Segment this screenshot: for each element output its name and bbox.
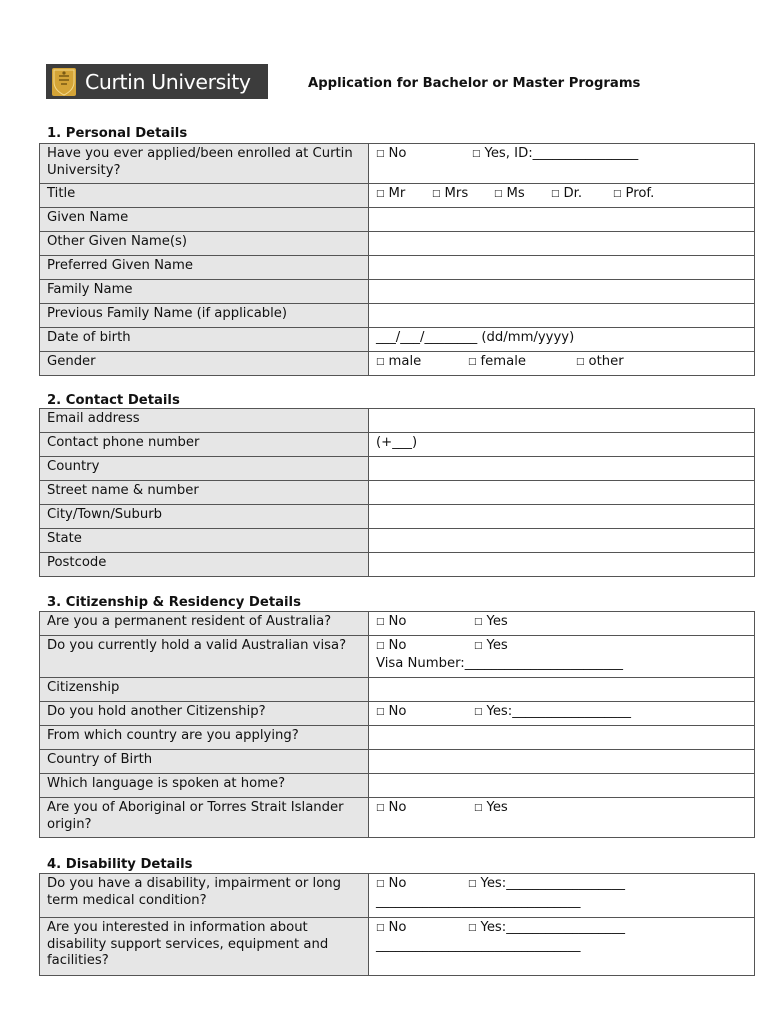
another-no-checkbox[interactable]: □ No — [376, 704, 407, 719]
other-given-names-label: Other Given Name(s) — [40, 232, 369, 256]
title-dr-checkbox[interactable]: □ Dr. — [551, 186, 583, 201]
preferred-given-name-label: Preferred Given Name — [40, 256, 369, 280]
support-info-field — [369, 918, 755, 976]
section-title: 1. Personal Details — [47, 126, 188, 141]
table-row — [40, 678, 755, 702]
checkbox-icon: □ — [376, 923, 385, 933]
table-row — [40, 750, 755, 774]
birth-country-field[interactable] — [369, 750, 755, 774]
state-field[interactable] — [369, 529, 755, 553]
another-yes-checkbox[interactable]: □ Yes:__________________ — [474, 704, 631, 719]
gender-label: Gender — [40, 352, 369, 376]
condition-details-line[interactable]: _______________________________ — [376, 893, 581, 909]
home-language-label: Which language is spoken at home? — [40, 774, 369, 798]
support-yes-checkbox[interactable]: □ Yes:__________________ — [468, 920, 625, 935]
gender-male-checkbox[interactable]: □ male — [376, 354, 422, 369]
document-title: Application for Bachelor or Master Programs — [308, 76, 641, 91]
title-label: Title — [40, 184, 369, 208]
previous-family-name-label: Previous Family Name (if applicable) — [40, 304, 369, 328]
table-row — [40, 636, 755, 678]
checkbox-icon: □ — [376, 357, 385, 367]
checkbox-icon: □ — [468, 879, 477, 889]
phone-field[interactable]: (+___) — [369, 433, 755, 457]
home-language-field[interactable] — [369, 774, 755, 798]
country-label: Country — [40, 457, 369, 481]
title-prof-checkbox[interactable]: □ Prof. — [613, 186, 655, 201]
disability-details-table — [39, 873, 755, 976]
citizenship-field[interactable] — [369, 678, 755, 702]
title-ms-checkbox[interactable]: □ Ms — [494, 186, 525, 201]
checkbox-icon: □ — [474, 641, 483, 651]
citizenship-label: Citizenship — [40, 678, 369, 702]
checkbox-icon: □ — [613, 189, 622, 199]
gender-field — [369, 352, 755, 376]
applied-no-checkbox[interactable]: □ No — [376, 146, 407, 161]
another-citizenship-field — [369, 702, 755, 726]
section-title: 2. Contact Details — [47, 393, 180, 408]
table-row — [40, 256, 755, 280]
aboriginal-label: Are you of Aboriginal or Torres Strait Islander origin? — [40, 798, 369, 838]
pr-no-checkbox[interactable]: □ No — [376, 614, 407, 629]
visa-number-field[interactable]: Visa Number:________________________ — [376, 655, 623, 671]
support-details-line[interactable]: _______________________________ — [376, 937, 581, 953]
disability-condition-field — [369, 874, 755, 918]
aboriginal-field — [369, 798, 755, 838]
email-field[interactable] — [369, 409, 755, 433]
checkbox-icon: □ — [472, 149, 481, 159]
applied-label: Have you ever applied/been enrolled at Curtin University? — [40, 144, 369, 184]
pr-yes-checkbox[interactable]: □ Yes — [474, 614, 508, 629]
visa-label: Do you currently hold a valid Australian visa? — [40, 636, 369, 678]
given-name-label: Given Name — [40, 208, 369, 232]
postcode-field[interactable] — [369, 553, 755, 577]
support-info-label: Are you interested in information about disability support services, equipment and facilities? — [40, 918, 369, 976]
checkbox-icon: □ — [432, 189, 441, 199]
table-row — [40, 409, 755, 433]
checkbox-icon: □ — [474, 617, 483, 627]
table-row — [40, 798, 755, 838]
table-row — [40, 529, 755, 553]
visa-yes-checkbox[interactable]: □ Yes — [474, 638, 508, 653]
checkbox-icon: □ — [376, 149, 385, 159]
another-citizenship-label: Do you hold another Citizenship? — [40, 702, 369, 726]
applied-field — [369, 144, 755, 184]
birth-country-label: Country of Birth — [40, 750, 369, 774]
applying-country-field[interactable] — [369, 726, 755, 750]
city-label: City/Town/Suburb — [40, 505, 369, 529]
table-row — [40, 280, 755, 304]
aboriginal-no-checkbox[interactable]: □ No — [376, 800, 407, 815]
checkbox-icon: □ — [474, 803, 483, 813]
applied-yes-checkbox[interactable]: □ Yes, ID:________________ — [472, 146, 639, 161]
checkbox-icon: □ — [376, 879, 385, 889]
visa-no-checkbox[interactable]: □ No — [376, 638, 407, 653]
table-row — [40, 702, 755, 726]
family-name-label: Family Name — [40, 280, 369, 304]
gender-other-checkbox[interactable]: □ other — [576, 354, 624, 369]
city-field[interactable] — [369, 505, 755, 529]
disability-condition-label: Do you have a disability, impairment or long term medical condition? — [40, 874, 369, 918]
state-label: State — [40, 529, 369, 553]
table-row — [40, 481, 755, 505]
title-field — [369, 184, 755, 208]
contact-details-table — [39, 408, 755, 577]
previous-family-name-field[interactable] — [369, 304, 755, 328]
email-label: Email address — [40, 409, 369, 433]
table-row — [40, 874, 755, 918]
title-mr-checkbox[interactable]: □ Mr — [376, 186, 406, 201]
permanent-resident-field — [369, 612, 755, 636]
other-given-names-field[interactable] — [369, 232, 755, 256]
title-mrs-checkbox[interactable]: □ Mrs — [432, 186, 469, 201]
permanent-resident-label: Are you a permanent resident of Australia? — [40, 612, 369, 636]
table-row — [40, 184, 755, 208]
family-name-field[interactable] — [369, 280, 755, 304]
table-row — [40, 144, 755, 184]
logo-text: Curtin University — [85, 69, 251, 94]
table-row — [40, 612, 755, 636]
table-row — [40, 918, 755, 976]
street-label: Street name & number — [40, 481, 369, 505]
table-row — [40, 232, 755, 256]
checkbox-icon: □ — [468, 923, 477, 933]
page-header — [46, 64, 726, 100]
support-no-checkbox[interactable]: □ No — [376, 920, 407, 935]
gender-female-checkbox[interactable]: □ female — [468, 354, 526, 369]
date-of-birth-label: Date of birth — [40, 328, 369, 352]
section-title: 3. Citizenship & Residency Details — [47, 595, 301, 610]
given-name-field[interactable] — [369, 208, 755, 232]
citizenship-details-table — [39, 611, 755, 838]
street-field[interactable] — [369, 481, 755, 505]
checkbox-icon: □ — [376, 803, 385, 813]
applying-country-label: From which country are you applying? — [40, 726, 369, 750]
personal-details-table — [39, 143, 755, 376]
visa-field — [369, 636, 755, 678]
curtin-logo — [46, 64, 268, 99]
checkbox-icon: □ — [551, 189, 560, 199]
checkbox-icon: □ — [474, 707, 483, 717]
table-row — [40, 457, 755, 481]
crest-icon — [52, 68, 76, 96]
table-row — [40, 553, 755, 577]
date-of-birth-field[interactable]: ___/___/________ (dd/mm/yyyy) — [369, 328, 755, 352]
phone-label: Contact phone number — [40, 433, 369, 457]
checkbox-icon: □ — [376, 707, 385, 717]
preferred-given-name-field[interactable] — [369, 256, 755, 280]
checkbox-icon: □ — [376, 189, 385, 199]
aboriginal-yes-checkbox[interactable]: □ Yes — [474, 800, 508, 815]
section-title: 4. Disability Details — [47, 857, 193, 872]
table-row — [40, 433, 755, 457]
checkbox-icon: □ — [494, 189, 503, 199]
condition-yes-checkbox[interactable]: □ Yes:__________________ — [468, 876, 625, 891]
table-row — [40, 208, 755, 232]
condition-no-checkbox[interactable]: □ No — [376, 876, 407, 891]
country-field[interactable] — [369, 457, 755, 481]
postcode-label: Postcode — [40, 553, 369, 577]
table-row — [40, 304, 755, 328]
checkbox-icon: □ — [576, 357, 585, 367]
table-row — [40, 352, 755, 376]
table-row — [40, 505, 755, 529]
table-row — [40, 328, 755, 352]
checkbox-icon: □ — [468, 357, 477, 367]
checkbox-icon: □ — [376, 617, 385, 627]
table-row — [40, 726, 755, 750]
table-row — [40, 774, 755, 798]
checkbox-icon: □ — [376, 641, 385, 651]
